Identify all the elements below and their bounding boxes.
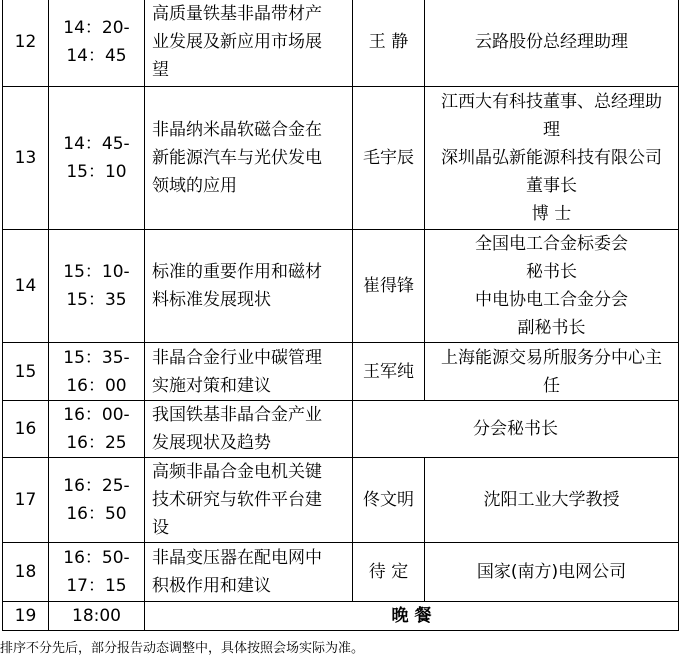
- session-topic-line: 技术研究与软件平台建: [152, 490, 322, 510]
- speaker-organization-line: 上海能源交易所服务分中心主: [441, 347, 662, 368]
- speaker-organization-line: 国家(南方)电网公司: [476, 562, 627, 582]
- speaker-organization-line: 董事长: [526, 176, 577, 196]
- speaker-organization-line: 云路股份总经理助理: [475, 32, 628, 52]
- agenda-row: [3, 543, 679, 602]
- session-time-line: 16：25: [66, 433, 127, 453]
- session-number: 19: [3, 602, 49, 631]
- speaker-organization: [425, 230, 679, 343]
- session-time-line: 16：00: [66, 375, 127, 396]
- session-topic: [145, 230, 353, 343]
- speaker-name: 毛宇辰: [353, 87, 425, 230]
- session-topic: [145, 343, 353, 401]
- session-topic: [145, 87, 353, 230]
- session-topic-line: 标准的重要作用和磁材: [152, 262, 322, 282]
- session-time-line: 16：00-: [63, 405, 130, 425]
- session-time-line: 17：15: [66, 576, 127, 596]
- agenda-row: [3, 401, 679, 458]
- speaker-organization-line: 中电协电工合金分会: [475, 290, 628, 310]
- agenda-row: [3, 343, 679, 401]
- speaker-name: 崔得锋: [353, 230, 425, 343]
- agenda-row: [3, 230, 679, 343]
- session-number: 13: [3, 87, 49, 230]
- session-topic-line: 料标准发展现状: [152, 290, 271, 310]
- session-number: 15: [3, 343, 49, 401]
- speaker-name: 佟文明: [353, 458, 425, 543]
- session-topic-line: 我国铁基非晶合金产业: [152, 405, 322, 425]
- session-topic: [145, 543, 353, 602]
- session-time-line: 16：25-: [63, 476, 130, 496]
- speaker-organization-line: 副秘书长: [517, 318, 586, 338]
- speaker-organization: [425, 458, 679, 543]
- session-time: [49, 602, 145, 631]
- speaker-name: 待 定: [353, 543, 425, 602]
- session-topic-line: 业发展及新应用市场展: [152, 32, 322, 52]
- session-time-line: 15：10: [66, 162, 127, 182]
- session-topic: [145, 0, 353, 87]
- agenda-table: [2, 0, 679, 631]
- speaker-organization-line: 沈阳工业大学教授: [483, 490, 620, 510]
- session-number: 17: [3, 458, 49, 543]
- speaker-organization-line: 理: [543, 120, 560, 140]
- session-topic-line: 实施对策和建议: [152, 375, 271, 396]
- agenda-row: [3, 458, 679, 543]
- session-time-line: 14：20-: [63, 18, 130, 38]
- agenda-row: [3, 0, 679, 87]
- session-time-line: 15：35-: [63, 347, 130, 368]
- session-time: [49, 343, 145, 401]
- session-time: [49, 543, 145, 602]
- session-topic-line: 望: [152, 60, 169, 80]
- speaker-org-merged: 分会秘书长: [353, 401, 679, 458]
- speaker-organization-line: 博 士: [531, 204, 572, 224]
- session-topic-line: 积极作用和建议: [152, 576, 271, 596]
- session-number: 16: [3, 401, 49, 458]
- session-time-line: 16：50: [66, 504, 127, 524]
- session-time: [49, 230, 145, 343]
- session-topic-line: 领域的应用: [152, 176, 237, 196]
- speaker-organization: [425, 343, 679, 401]
- session-time-line: 14：45-: [63, 134, 130, 154]
- session-number: 18: [3, 543, 49, 602]
- session-topic-line: 新能源汽车与光伏发电: [152, 148, 322, 168]
- session-time-line: 18:00: [72, 606, 121, 626]
- speaker-name: 王 静: [353, 0, 425, 87]
- session-time: [49, 87, 145, 230]
- session-number: 14: [3, 230, 49, 343]
- session-time: [49, 458, 145, 543]
- session-time: [49, 0, 145, 87]
- session-time-line: 14：45: [66, 46, 127, 66]
- session-topic-line: 非晶纳米晶软磁合金在: [152, 120, 322, 140]
- session-topic-line: 设: [152, 518, 169, 538]
- session-topic: [145, 458, 353, 543]
- speaker-name: 王军纯: [353, 343, 425, 401]
- session-topic-line: 非晶变压器在配电网中: [152, 548, 322, 568]
- session-time-line: 15：35: [66, 290, 127, 310]
- session-time-line: 15：10-: [63, 262, 130, 282]
- speaker-organization: [425, 87, 679, 230]
- agenda-row: [3, 602, 679, 631]
- speaker-organization-line: 全国电工合金标委会: [475, 234, 628, 254]
- session-number: 12: [3, 0, 49, 87]
- speaker-organization: [425, 543, 679, 602]
- speaker-organization: [425, 0, 679, 87]
- speaker-organization-line: 深圳晶弘新能源科技有限公司: [441, 148, 662, 168]
- session-time-line: 16：50-: [63, 548, 130, 568]
- speaker-organization-line: 江西大有科技董事、总经理助: [441, 92, 662, 112]
- session-topic-line: 高质量铁基非晶带材产: [152, 4, 322, 24]
- dinner-cell: 晚 餐: [145, 602, 679, 631]
- session-time: [49, 401, 145, 458]
- session-topic-line: 高频非晶合金电机关键: [152, 462, 322, 482]
- speaker-organization-line: 秘书长: [526, 262, 577, 282]
- session-topic-line: 非晶合金行业中碳管理: [152, 347, 322, 368]
- footnote: 排序不分先后，部分报告动态调整中，具体按照会场实际为准。: [0, 641, 365, 656]
- agenda-row: [3, 87, 679, 230]
- session-topic-line: 发展现状及趋势: [152, 433, 271, 453]
- speaker-organization-line: 任: [543, 375, 560, 396]
- session-topic: [145, 401, 353, 458]
